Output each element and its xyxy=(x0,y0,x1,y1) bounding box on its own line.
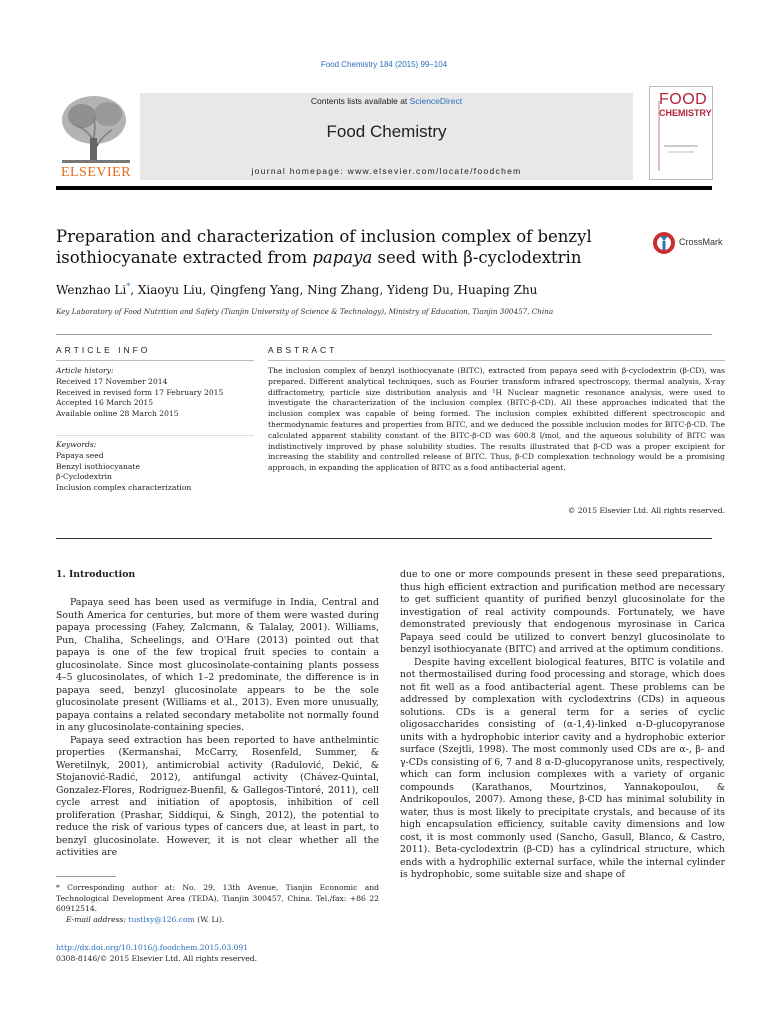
history-revised: Received in revised form 17 February 2015 xyxy=(56,387,224,397)
author-rest: , Xiaoyu Liu, Qingfeng Yang, Ning Zhang, Yideng Du, Huaping Zhu xyxy=(130,283,538,297)
homepage-prefix: journal homepage: xyxy=(251,166,348,176)
email-link[interactable]: tustlxy@126.com xyxy=(128,914,195,924)
history-received: Received 17 November 2014 xyxy=(56,376,168,386)
homepage-url-link[interactable]: www.elsevier.com/locate/foodchem xyxy=(347,166,522,176)
contents-available-line xyxy=(140,96,633,106)
introduction-heading: 1. Introduction xyxy=(56,569,136,580)
divider-abstract xyxy=(268,360,725,361)
journal-name: Food Chemistry xyxy=(326,122,447,141)
crossmark-icon xyxy=(652,231,676,255)
abstract-text: The inclusion complex of benzyl isothiocyanate (BITC), extracted from papaya seed with β-cyclodextrin (β-CD), was prepared. Different analytical techniques, such as Fourier transform infrared spectroscopy, thermal analysis, X-ray diffractometry, particle size distribution analysis and ¹H Nuclear magnetic resonance analysis, were used to investigate the characterization of the inclusion complex (BITC-β-CD). All these approaches indicated that the inclusion complex was capable of being formed. The inclusion complex exhibited different spectroscopic and thermodynamic features and properties from BITC, and we deduced the possible inclusion modes for BITC-β-CD. The calculated apparent stability constant of the BITC-β-CD was 600.8 l/mol, and the aqueous solubility of BITC was indistinctively improved by phase solubility studies. The results illustrated that β-CD was a proper excipient for increasing the stability and controlled release of BITC. Thus, β-CD complexation technology would be a promising approach, in expanding the application of BITC as a food antibacterial agent. xyxy=(268,366,725,473)
divider-info-top xyxy=(56,334,712,335)
history-online: Available online 28 March 2015 xyxy=(56,409,179,419)
article-history xyxy=(56,366,256,420)
journal-cover-thumbnail[interactable] xyxy=(649,86,713,180)
divider-info xyxy=(56,360,254,361)
author-affiliation: Key Laboratory of Food Nutrition and Safety (Tianjin University of Science & Technology), Ministry of Education, Tianjin 300457, China xyxy=(56,307,554,316)
issn-copyright: 0308-8146/© 2015 Elsevier Ltd. All rights reserved. xyxy=(56,954,258,963)
keywords-list xyxy=(56,440,256,494)
crossmark-button[interactable] xyxy=(652,231,732,255)
footnote-address: * Corresponding author at: No. 29, 13th Avenue, Tianjin Economic and Technological Development Area (TEDA), Tianjin 300457, China. Tel./fax: +86 22 60912514. xyxy=(56,883,379,913)
history-label: Article history: xyxy=(56,366,114,375)
author-list xyxy=(56,282,537,297)
keyword-item: β-Cyclodextrin xyxy=(56,472,112,482)
crossmark-label: CrossMark xyxy=(679,237,723,247)
abstract-heading: ABSTRACT xyxy=(268,345,338,355)
intro-left-column xyxy=(56,597,379,860)
publisher-name: ELSEVIER xyxy=(60,165,132,180)
cover-title-line2: CHEMISTRY xyxy=(659,108,712,118)
keyword-item: Benzyl isothiocyanate xyxy=(56,461,140,471)
keywords-label: Keywords: xyxy=(56,440,97,449)
intro-paragraph-3: due to one or more compounds present in these seed preparations, thus high efficient extraction and purification method are necessary to get sufficient quantity of purified benzyl glucosinolate for the investigation of real activity compounds. Fortunately, we have demonstrated previously that endogenous myrosinase in Carica Papaya seed could be utilized to convert benzyl glucosinolate to benzyl isothiocyanate (BITC) and arrived at the optimum conditions. xyxy=(400,569,725,655)
email-suffix: (W. Li). xyxy=(194,914,225,924)
corresponding-author-link[interactable]: * xyxy=(126,282,131,291)
article-title xyxy=(56,226,616,268)
keyword-item: Inclusion complex characterization xyxy=(56,483,192,493)
intro-right-column xyxy=(400,569,725,882)
journal-citation-link[interactable]: Food Chemistry 184 (2015) 99–104 xyxy=(320,60,448,69)
title-text-1: Preparation and characterization of inclusion complex of benzyl isothiocyanate extracted from xyxy=(56,227,592,267)
divider-body xyxy=(56,538,712,539)
title-text-2: seed with β-cyclodextrin xyxy=(372,248,582,267)
intro-paragraph-1: Papaya seed has been used as vermifuge in India, Central and South America for centuries, but more of them were wasted during papaya processing (Fahey, Zalcmann, & Talalay, 2001). Williams, Pun, Chaliha, Scheelings, and O'Hare (2013) pointed out that papaya is one of the few tropical fruit species to contain a glucosinolate. Since most glucosinolate-containing plants possess 4–5 glucosinolates, of which 1–2 predominate, the difference is in papaya seed, benzyl glucosinolate appears to be the sole glucosinolate present (Williams et al., 2013). Even more unusually, papaya contains a related secondary metabolite not normally found in any glucosinolate-containing species. xyxy=(56,597,379,733)
article-info-heading: ARTICLE INFO xyxy=(56,345,151,355)
intro-paragraph-4: Despite having excellent biological features, BITC is volatile and not thermostailised during food processing and storage, which does not fit well as a food antibacterial agent. These problems can be addressed by complexation with cyclodextrins (CDs) in aqueous solutions. CDs is a general term for a series of cyclic oligosaccharides consisting of (α-1,4)-linked α-D-glucopyranose units with a hydrophobic interior cavity and a hydrophobic exterior surface (Szejtli, 1998). The most commonly used CDs are α-, β- and γ-CDs consisting of 6, 7 and 8 α-D-glucopyranose units, respectively, which can form inclusion complexes with a variety of organic compounds (Karathanos, Mourtzinos, Yannakopoulou, & Andrikopoulos, 2007). Among these, β-CD has minimal solubility in water, thus is most likely to precipitate crystals, and because of its high encapsulation efficiency, suitable cavity dimensions and low cost, it is most commonly used (Sancho, Gasull, Blanco, & Castro, 2011). Beta-cyclodextrin (β-CD) has a cylindrical structure, which ends with a hydrophilic external surface, while the internal cylinder is hydrophobic, some suitable size and shape of xyxy=(400,656,725,880)
header-divider xyxy=(56,186,712,190)
cover-title-line1: FOOD xyxy=(659,91,708,108)
corresponding-author-footnote xyxy=(56,883,379,925)
elsevier-logo[interactable] xyxy=(56,90,136,182)
title-italic-word: papaya xyxy=(312,248,373,267)
footnote-divider xyxy=(56,876,116,877)
journal-homepage-line xyxy=(140,166,633,176)
sciencedirect-link[interactable]: ScienceDirect xyxy=(409,96,463,106)
contents-prefix: Contents lists available at xyxy=(310,96,410,106)
abstract-copyright: © 2015 Elsevier Ltd. All rights reserved. xyxy=(567,506,725,515)
divider-keywords xyxy=(56,435,254,436)
email-label: E-mail address: xyxy=(66,914,129,924)
intro-paragraph-2: Papaya seed extraction has been reported to have anthelmintic properties (Kermanshai, McCarry, Rosenfeld, Summer, & Weretilnyk, 2001), antimicrobial activity (Radulović, Dekić, & Stojanović-Radić, 2012), antifungal activity (Chávez-Quintal, Gonzalez-Flores, Rodriguez-Buenfil, & Gallegos-Tintoré, 2011), cell cycle arrest and initiation of apoptosis, inhibition of cell proliferation (Prashar, Siddiqui, & Singh, 2012), the potential to reduce the risk of various types of cancers due, at least in part, to benzyl glucosinolate. However, it is not clear whether all the activities are xyxy=(56,734,379,858)
keyword-item: Papaya seed xyxy=(56,450,104,460)
doi-block xyxy=(56,942,257,964)
history-accepted: Accepted 16 March 2015 xyxy=(56,398,154,408)
doi-link[interactable]: http://dx.doi.org/10.1016/j.foodchem.2015.03.091 xyxy=(56,943,249,952)
author-first: Wenzhao Li xyxy=(56,283,127,297)
